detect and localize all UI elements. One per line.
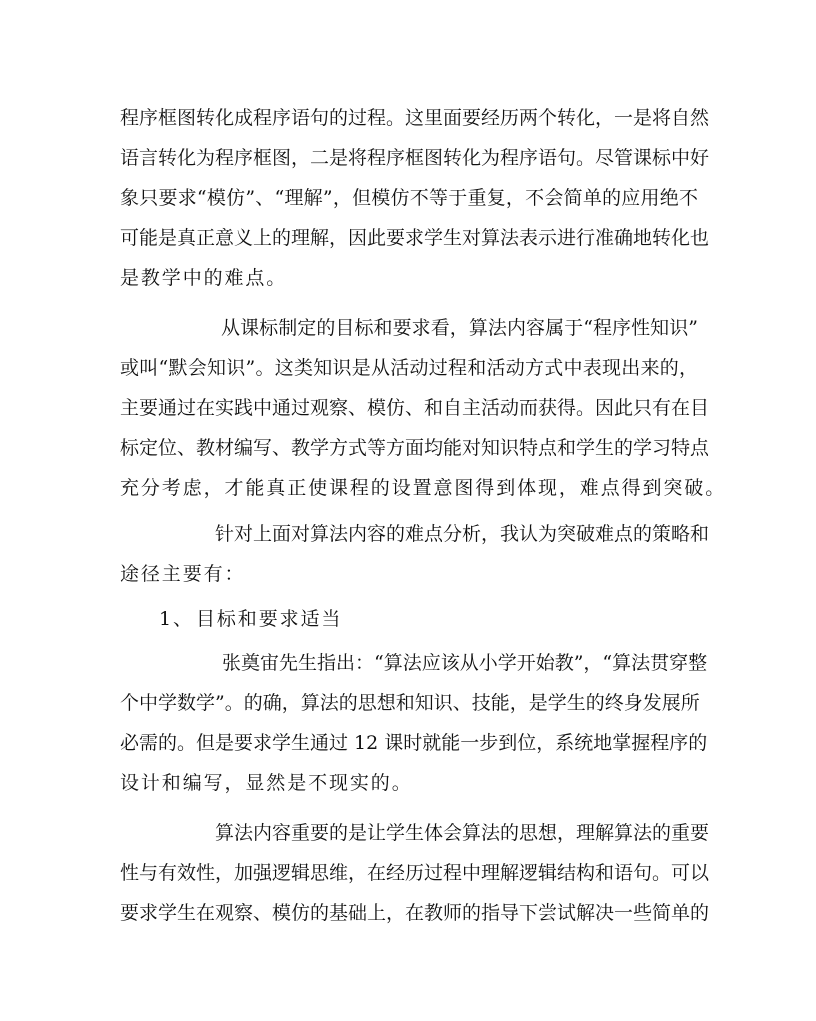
paragraph-2-line-2: 或叫“默会知识”。这类知识是从活动过程和活动方式中表现出来的， [120,357,698,379]
list-number: 1、 [159,608,194,630]
section-heading: 目标和要求适当 [196,608,343,630]
paragraph-2-line-5: 充分考虑，才能真正使课程的设置意图得到体现，难点得到突破。 [120,477,727,499]
paragraph-2-line-3: 主要通过在实践中通过观察、模仿、和自主活动而获得。因此只有在目 [120,397,710,419]
paragraph-3-line-2: 途径主要有： [120,563,246,585]
paragraph-4-line-3: 必需的。但是要求学生通过 12 课时就能一步到位，系统地掌握程序的 [120,732,708,754]
paragraph-1-line-2: 语言转化为程序框图，二是将程序框图转化为程序语句。尽管课标中好 [120,147,710,169]
paragraph-1-line-1: 程序框图转化成程序语句的过程。这里面要经历两个转化，一是将自然 [120,107,710,129]
paragraph-1-line-5: 是教学中的难点。 [120,267,288,289]
paragraph-5-line-1: 算法内容重要的是让学生体会算法的思想，理解算法的重要 [215,822,710,844]
paragraph-4-line-4: 设计和编写，显然是不现实的。 [120,772,413,794]
paragraph-5-line-2: 性与有效性，加强逻辑思维，在经历过程中理解逻辑结构和语句。可以 [120,862,710,884]
paragraph-5-line-3: 要求学生在观察、模仿的基础上，在教师的指导下尝试解决一些简单的 [120,902,710,924]
paragraph-2-line-1: 从课标制定的目标和要求看，算法内容属于“程序性知识” [221,317,698,339]
paragraph-2-line-4: 标定位、教材编写、教学方式等方面均能对知识特点和学生的学习特点 [120,437,710,459]
paragraph-1-line-4: 可能是真正意义上的理解，因此要求学生对算法表示进行准确地转化也 [120,227,710,249]
paragraph-4-line-1: 张奠宙先生指出：“算法应该从小学开始教”，“算法贯穿整 [222,652,708,674]
paragraph-1-line-3: 象只要求“模仿”、“理解”，但模仿不等于重复，不会简单的应用绝不 [120,187,698,209]
paragraph-3-line-1: 针对上面对算法内容的难点分析，我认为突破难点的策略和 [215,523,710,545]
paragraph-4-line-2: 个中学数学”。的确，算法的思想和知识、技能，是学生的终身发展所 [120,692,700,714]
